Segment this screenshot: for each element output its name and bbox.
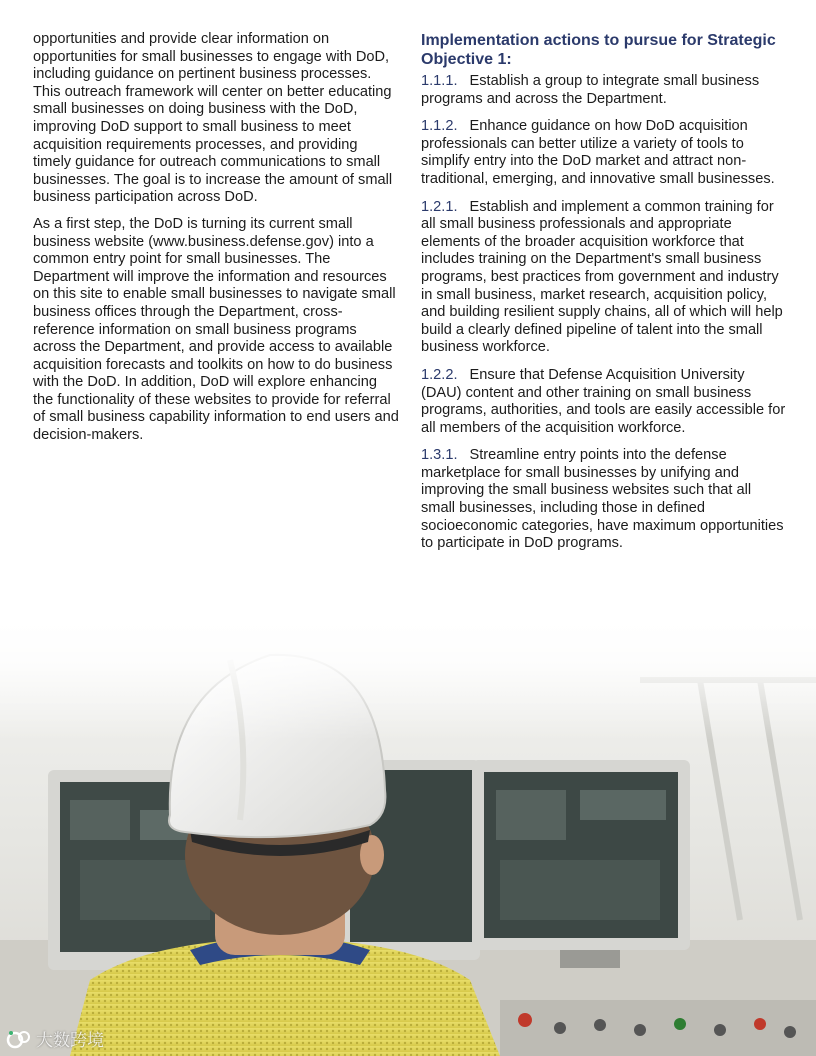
action-text: Ensure that Defense Acquisition University (DAU) content and other training on small business programs, authorities, and tools are easily accessible for all members of the acquisition workforce. [421, 366, 786, 436]
action-number: 1.1.1. [421, 73, 458, 89]
action-text: Streamline entry points into the defense marketplace for small businesses by unifying and improving the small business websites such that all small businesses, including those in defined socioeconomic categories, have maximum opportunities to participate in DoD programs. [421, 447, 784, 552]
left-column [33, 31, 399, 454]
watermark [6, 1026, 104, 1051]
action-number: 1.3.1. [421, 447, 458, 464]
paragraph-outreach: opportunities and provide clear information on opportunities for small businesses to engage with DoD, including guidance on pertinent business processes. This outreach framework will center on better educating small businesses on doing business with the DoD, improving DoD support to small business to meet acquisition requirements processes, and providing timely guidance for outreach communications to small businesses. The goal is to increase the amount of small business participation across DoD. [33, 31, 393, 206]
action-item [421, 73, 787, 108]
paragraph-first-step: As a first step, the DoD is turning its current small business website (www.business.defense.gov) into a common entry point for small businesses. The Department will improve the information and resources on this site to enable small businesses to navigate small business offices through the Department, cross-reference information on small business programs across the Department, and provide access to available acquisition forecasts and toolkits on how to do business with the DoD. In addition, DoD will explore enhancing the functionality of these websites to provide for referral of small business capability information to end users and decision-makers. [33, 215, 399, 444]
section-heading: Implementation actions to pursue for Strategic Objective 1: [421, 32, 776, 68]
top-fade [0, 620, 816, 740]
action-text: Establish a group to integrate small business programs and across the Department. [421, 73, 760, 107]
action-item [421, 367, 787, 437]
watermark-text: 大数跨境 [36, 1031, 104, 1051]
worker-photo [0, 620, 816, 1056]
action-item [421, 118, 787, 188]
watermark-logo-icon [6, 1028, 32, 1050]
right-column [421, 31, 787, 563]
action-item [421, 199, 787, 357]
action-item [421, 447, 787, 553]
monitor-right [472, 760, 690, 968]
control-panel [500, 1000, 816, 1056]
action-text: Enhance guidance on how DoD acquisition professionals can better utilize a variety of tools to simplify entry into the DoD market and attract non-traditional, emerging, and innovative small businesses. [421, 118, 775, 187]
action-number: 1.2.2. [421, 366, 458, 383]
action-text: Establish and implement a common training for all small business professionals and appropriate elements of the broader acquisition workforce that includes training on the Department's small business programs, best practices from government and industry in small business, market research, acquisition policy, and building resilient supply chains, all of which will help build a clearly defined pipeline of talent into the small business workforce. [421, 198, 783, 356]
action-number: 1.1.2. [421, 118, 458, 135]
action-number: 1.2.1. [421, 198, 458, 215]
